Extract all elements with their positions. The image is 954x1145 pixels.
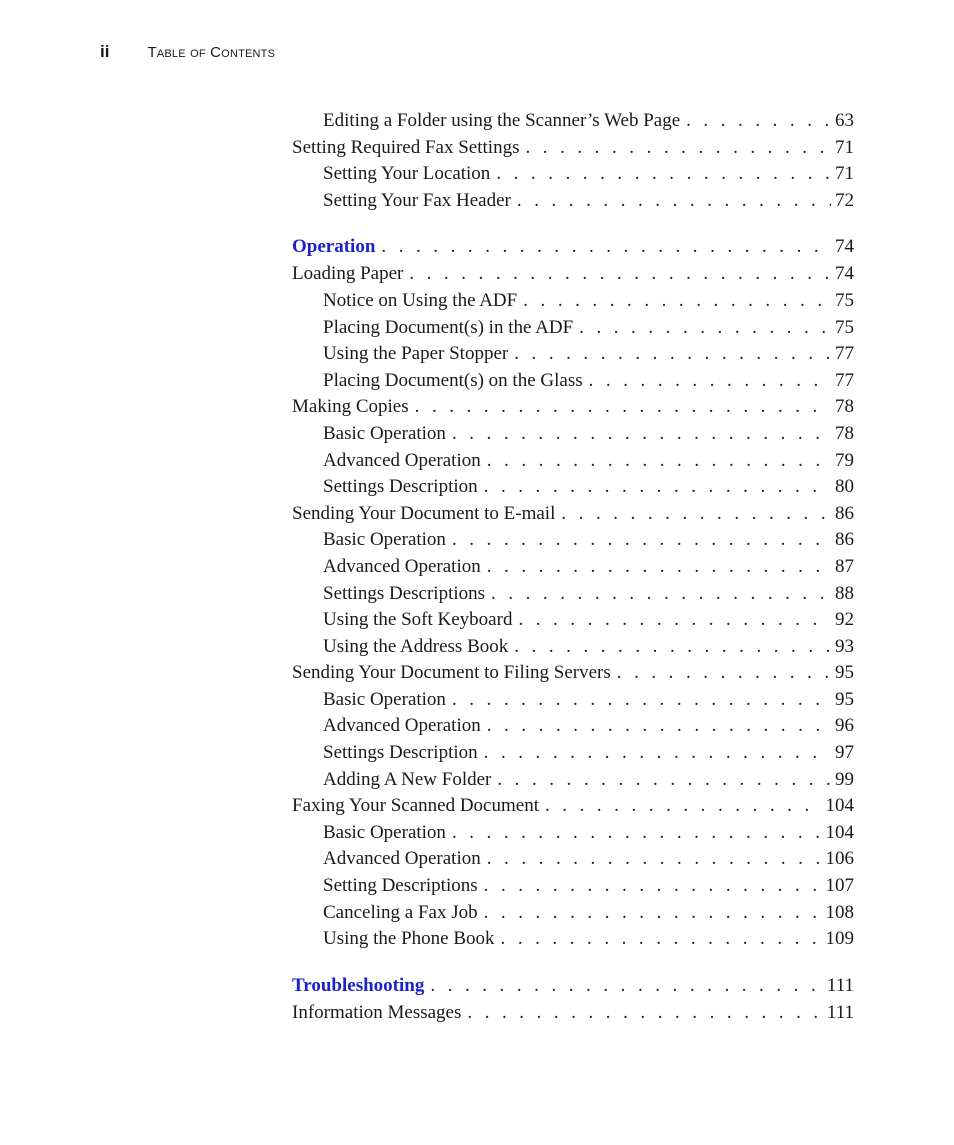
toc-entry	[292, 822, 854, 849]
toc-page-number: 99	[835, 768, 854, 790]
dot-leader	[523, 290, 831, 312]
dot-leader	[487, 848, 822, 870]
toc-entry	[292, 742, 854, 769]
toc-entry	[292, 110, 854, 137]
toc-page-number: 111	[826, 974, 854, 996]
toc-entry-title: Canceling a Fax Job	[323, 901, 478, 923]
toc-entry-title: Settings Description	[323, 742, 478, 764]
dot-leader	[487, 556, 831, 578]
toc-page-number: 71	[835, 136, 854, 158]
toc-entry-title: Setting Descriptions	[323, 875, 478, 897]
dot-leader	[415, 396, 831, 418]
toc-page-number: 111	[826, 1001, 854, 1023]
dot-leader	[452, 423, 831, 445]
toc-page-number: 86	[835, 502, 854, 524]
toc-entry	[292, 902, 854, 929]
page-header	[100, 42, 275, 62]
dot-leader	[484, 742, 831, 764]
toc-entry-title: Information Messages	[292, 1001, 462, 1023]
toc-entry	[292, 609, 854, 636]
toc-entry-title: Setting Your Location	[323, 163, 491, 185]
toc-entry	[292, 163, 854, 190]
toc-entry-title: Sending Your Document to E-mail	[292, 502, 556, 524]
toc-page-number: 106	[825, 848, 854, 870]
toc-entry	[292, 875, 854, 902]
toc-entry	[292, 450, 854, 477]
toc-entry	[292, 1002, 854, 1029]
toc-entry	[292, 636, 854, 663]
toc-entry-title: Advanced Operation	[323, 449, 481, 471]
toc-entry	[292, 662, 854, 689]
toc-page-number: 109	[825, 928, 854, 950]
toc-page-number: 88	[835, 582, 854, 604]
toc-entry-title: Using the Address Book	[323, 635, 509, 657]
dot-leader	[467, 1002, 823, 1024]
toc-entry-title: Adding A New Folder	[323, 768, 492, 790]
dot-leader	[501, 928, 822, 950]
dot-leader	[525, 137, 831, 159]
toc-page-number: 77	[835, 343, 854, 365]
dot-leader	[579, 317, 831, 339]
toc-chapter-link[interactable]: Troubleshooting	[292, 974, 425, 996]
toc-entry	[292, 503, 854, 530]
toc-entry	[292, 396, 854, 423]
toc-entry-title: Making Copies	[292, 396, 409, 418]
toc-page-number: 104	[825, 795, 854, 817]
dot-leader	[497, 769, 831, 791]
dot-leader	[484, 476, 831, 498]
toc-page-number: 97	[835, 742, 854, 764]
toc-entry	[292, 137, 854, 164]
toc-entry-title: Faxing Your Scanned Document	[292, 795, 539, 817]
toc-entry	[292, 190, 854, 217]
toc-entry-title: Advanced Operation	[323, 848, 481, 870]
toc-entry-title: Using the Soft Keyboard	[323, 609, 513, 631]
toc-entry-title: Setting Required Fax Settings	[292, 136, 520, 158]
toc-entry-title: Settings Description	[323, 476, 478, 498]
table-of-contents	[292, 110, 854, 1028]
dot-leader	[484, 902, 822, 924]
dot-leader	[514, 636, 831, 658]
dot-leader	[484, 875, 822, 897]
toc-entry-title: Basic Operation	[323, 529, 446, 551]
dot-leader	[487, 450, 831, 472]
dot-leader	[517, 190, 831, 212]
dot-leader	[409, 263, 831, 285]
toc-chapter-entry[interactable]	[292, 236, 854, 263]
toc-entry	[292, 290, 854, 317]
toc-entry	[292, 715, 854, 742]
toc-entry	[292, 689, 854, 716]
dot-leader	[545, 795, 822, 817]
toc-entry-title: Advanced Operation	[323, 715, 481, 737]
toc-page-number: 78	[835, 396, 854, 418]
toc-entry	[292, 928, 854, 955]
toc-page-number: 71	[835, 163, 854, 185]
toc-page-number: 104	[825, 821, 854, 843]
toc-page-number: 78	[835, 422, 854, 444]
toc-page-number: 77	[835, 369, 854, 391]
toc-entry	[292, 769, 854, 796]
toc-entry-title: Placing Document(s) in the ADF	[323, 316, 574, 338]
toc-page-number: 95	[835, 662, 854, 684]
toc-page-number: 74	[835, 263, 854, 285]
toc-entry	[292, 583, 854, 610]
toc-entry-title: Editing a Folder using the Scanner’s Web Page	[323, 110, 681, 131]
toc-page-number: 107	[825, 875, 854, 897]
toc-entry	[292, 795, 854, 822]
dot-leader	[487, 715, 831, 737]
toc-entry	[292, 556, 854, 583]
page-number: ii	[100, 42, 110, 61]
toc-chapter-link[interactable]: Operation	[292, 236, 376, 258]
toc-entry	[292, 343, 854, 370]
dot-leader	[452, 529, 831, 551]
dot-leader	[381, 236, 831, 258]
dot-leader	[430, 975, 823, 997]
toc-page-number: 96	[835, 715, 854, 737]
toc-entry-title: Sending Your Document to Filing Servers	[292, 662, 611, 684]
toc-entry-title: Basic Operation	[323, 688, 446, 710]
toc-page-number: 86	[835, 529, 854, 551]
toc-entry-title: Using the Phone Book	[323, 928, 495, 950]
toc-entry	[292, 848, 854, 875]
toc-entry-title: Notice on Using the ADF	[323, 289, 518, 311]
toc-page-number: 72	[835, 189, 854, 211]
toc-entry-title: Advanced Operation	[323, 555, 481, 577]
toc-entry	[292, 476, 854, 503]
toc-entry	[292, 370, 854, 397]
toc-page-number: 75	[835, 289, 854, 311]
toc-page-number: 93	[835, 635, 854, 657]
dot-leader	[514, 343, 831, 365]
toc-entry-title: Basic Operation	[323, 422, 446, 444]
toc-chapter-entry[interactable]	[292, 975, 854, 1002]
running-title: Table of Contents	[147, 44, 276, 61]
toc-entry-title: Placing Document(s) on the Glass	[323, 369, 583, 391]
toc-entry	[292, 263, 854, 290]
toc-page-number: 74	[835, 236, 854, 258]
toc-page-number: 92	[835, 609, 854, 631]
toc-page-number: 80	[835, 476, 854, 498]
dot-leader	[491, 583, 831, 605]
toc-entry-title: Using the Paper Stopper	[323, 343, 509, 365]
toc-entry	[292, 529, 854, 556]
dot-leader	[496, 163, 831, 185]
dot-leader	[452, 822, 822, 844]
toc-page-number: 87	[835, 555, 854, 577]
toc-entry	[292, 423, 854, 450]
toc-page-number: 79	[835, 449, 854, 471]
dot-leader	[686, 110, 831, 132]
toc-page-number: 108	[825, 901, 854, 923]
toc-page-number: 63	[835, 110, 854, 131]
toc-entry-title: Loading Paper	[292, 263, 404, 285]
dot-leader	[452, 689, 831, 711]
toc-entry-title: Settings Descriptions	[323, 582, 486, 604]
toc-page-number: 95	[835, 688, 854, 710]
toc-page-number: 75	[835, 316, 854, 338]
toc-entry	[292, 317, 854, 344]
dot-leader	[518, 609, 831, 631]
dot-leader	[561, 503, 831, 525]
dot-leader	[617, 662, 831, 684]
dot-leader	[589, 370, 831, 392]
toc-entry-title: Setting Your Fax Header	[323, 189, 511, 211]
toc-entry-title: Basic Operation	[323, 821, 446, 843]
